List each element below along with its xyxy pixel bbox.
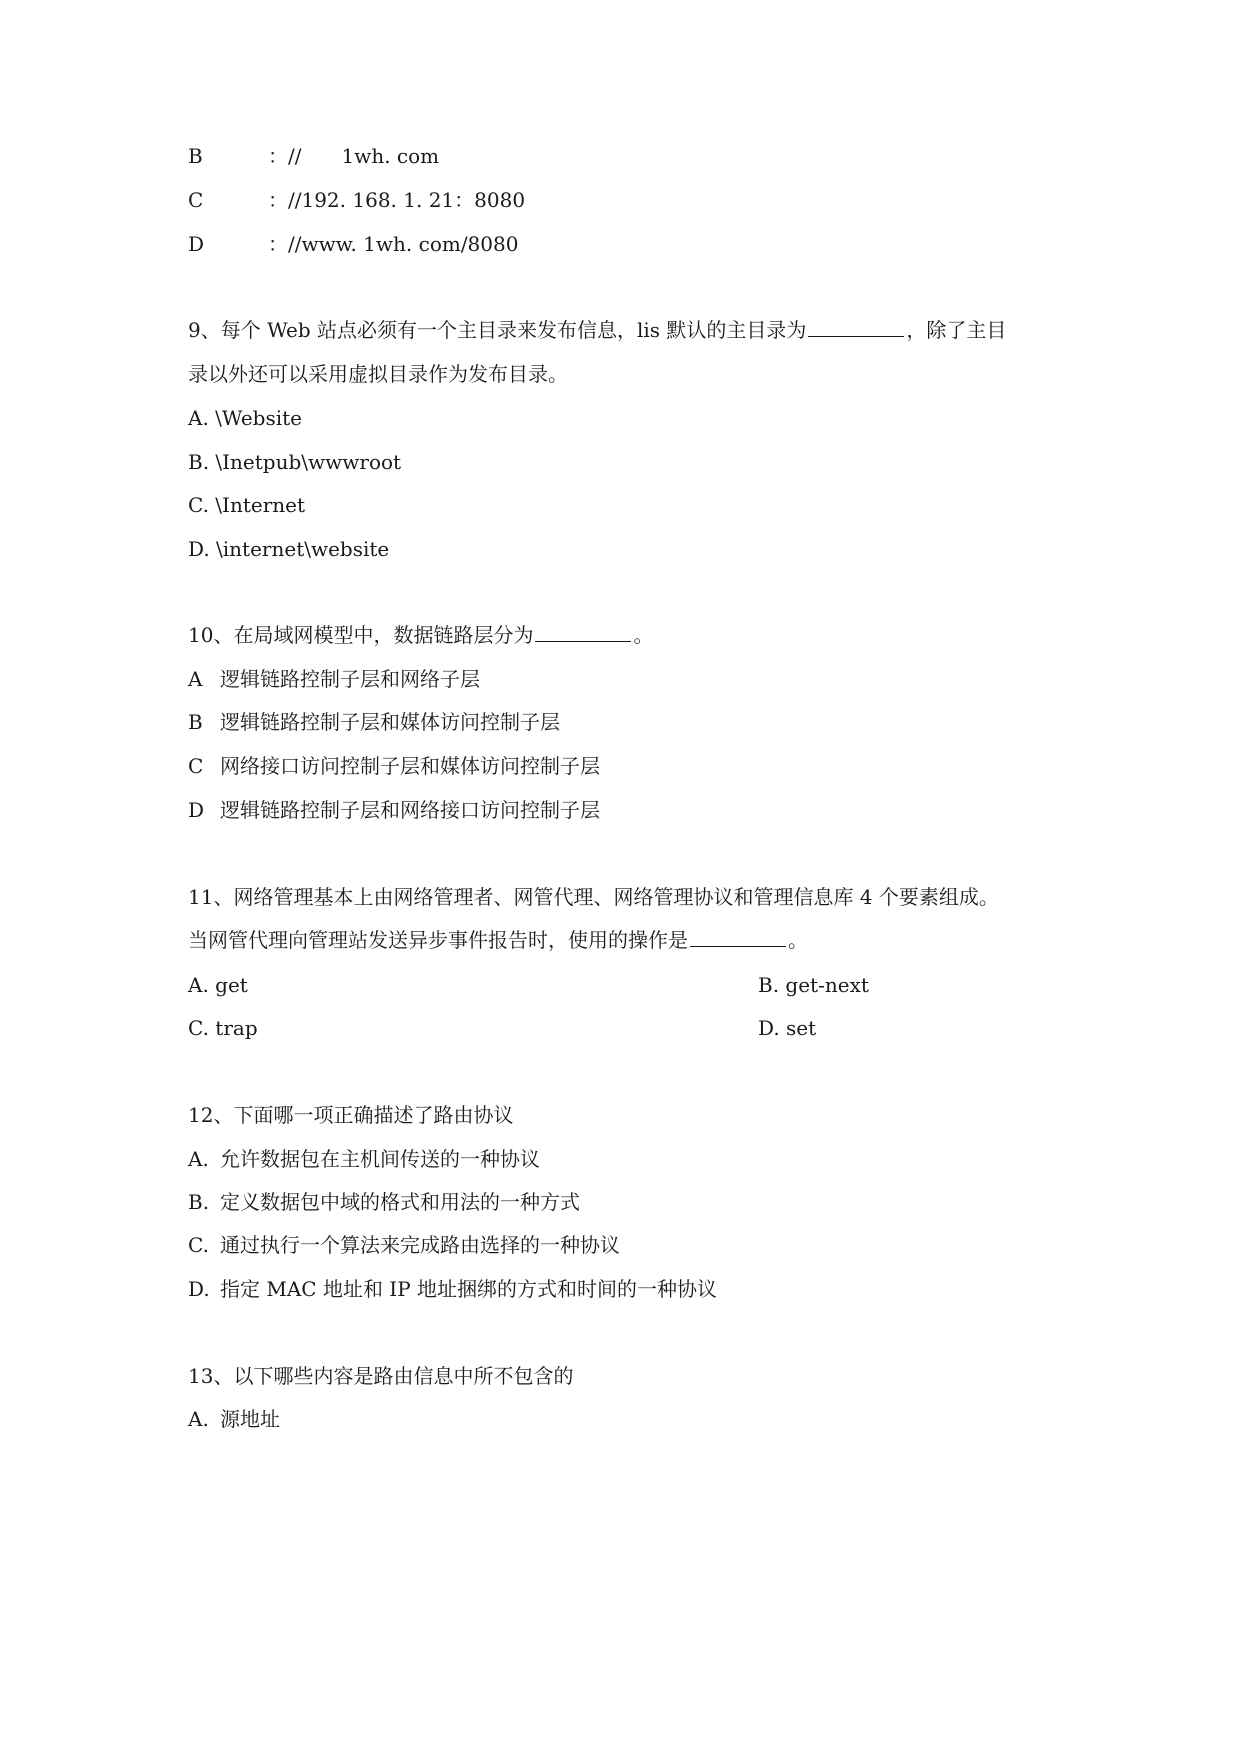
option-text: 逻辑链路控制子层和媒体访问控制子层 <box>220 710 560 734</box>
option-label: D <box>188 798 205 822</box>
q10-stem <box>188 621 653 649</box>
q10-option-a <box>188 665 480 693</box>
q12-stem: 12、下面哪一项正确描述了路由协议 <box>188 1103 514 1127</box>
q12-option-d <box>188 1275 717 1303</box>
option-text: ：//192. 168. 1. 21：8080 <box>268 188 526 212</box>
option-b-prev <box>188 142 439 170</box>
option-label: A. <box>188 1147 209 1171</box>
q10-option-b <box>188 708 560 736</box>
q10-option-d <box>188 796 600 824</box>
option-text: 逻辑链路控制子层和网络接口访问控制子层 <box>220 798 600 822</box>
q9-stem-text-after: ，除了主目 <box>906 318 1007 342</box>
q11-stem-line1: 11、网络管理基本上由网络管理者、网管代理、网络管理协议和管理信息库 4 个要素组成。 <box>188 885 999 909</box>
q9-stem-text: 9、每个 Web 站点必须有一个主目录来发布信息，lis 默认的主目录为 <box>188 318 807 342</box>
q11-option-b: B. get-next <box>758 973 869 997</box>
q10-stem-text: 10、在局域网模型中，数据链路层分为 <box>188 623 534 647</box>
option-c-prev <box>188 186 525 214</box>
q12-option-c <box>188 1231 620 1259</box>
q9-option-a: A. \Website <box>188 406 302 430</box>
option-text: 通过执行一个算法来完成路由选择的一种协议 <box>220 1233 620 1257</box>
option-label: D. <box>188 1277 210 1301</box>
option-label: C <box>188 754 204 778</box>
option-label: B <box>188 710 203 734</box>
option-text: 指定 MAC 地址和 IP 地址捆绑的方式和时间的一种协议 <box>220 1277 718 1301</box>
option-label: B. <box>188 1190 210 1214</box>
q9-stem-line2: 录以外还可以采用虚拟目录作为发布目录。 <box>188 362 568 386</box>
option-text: 逻辑链路控制子层和网络子层 <box>220 667 480 691</box>
option-text: 源地址 <box>220 1407 280 1431</box>
q13-stem: 13、以下哪些内容是路由信息中所不包含的 <box>188 1364 574 1388</box>
option-label: A. <box>188 1407 209 1431</box>
q11-stem-line2 <box>188 926 808 954</box>
answer-blank <box>535 621 631 642</box>
option-label: C <box>188 188 204 212</box>
q10-option-c <box>188 752 600 780</box>
option-text: ：// 1wh. com <box>268 144 440 168</box>
option-label: D <box>188 232 205 256</box>
q11-option-d: D. set <box>758 1016 817 1040</box>
q10-stem-text-after: 。 <box>633 623 654 647</box>
q9-option-d: D. \internet\website <box>188 537 390 561</box>
answer-blank <box>690 926 786 947</box>
q9-stem-line1 <box>188 316 1006 344</box>
q11-stem-text: 当网管代理向管理站发送异步事件报告时，使用的操作是 <box>188 928 688 952</box>
q11-option-a: A. get <box>188 973 248 997</box>
q11-stem-text-after: 。 <box>788 928 808 952</box>
option-text: 网络接口访问控制子层和媒体访问控制子层 <box>220 754 600 778</box>
option-text: 允许数据包在主机间传送的一种协议 <box>220 1147 540 1171</box>
q9-option-b: B. \Inetpub\wwwroot <box>188 450 402 474</box>
q11-option-row2 <box>188 1014 817 1042</box>
q12-option-b <box>188 1188 580 1216</box>
option-text: 定义数据包中域的格式和用法的一种方式 <box>220 1190 580 1214</box>
q12-option-a <box>188 1145 540 1173</box>
option-label: B <box>188 144 203 168</box>
option-label: A <box>188 667 203 691</box>
option-label: C. <box>188 1233 209 1257</box>
q11-option-c: C. trap <box>188 1016 258 1040</box>
option-text: ：//www. 1wh. com/8080 <box>268 232 519 256</box>
option-d-prev <box>188 230 518 258</box>
q9-option-c: C. \Internet <box>188 493 306 517</box>
q11-option-row1 <box>188 971 869 999</box>
q13-option-a <box>188 1405 280 1433</box>
answer-blank <box>808 316 904 337</box>
